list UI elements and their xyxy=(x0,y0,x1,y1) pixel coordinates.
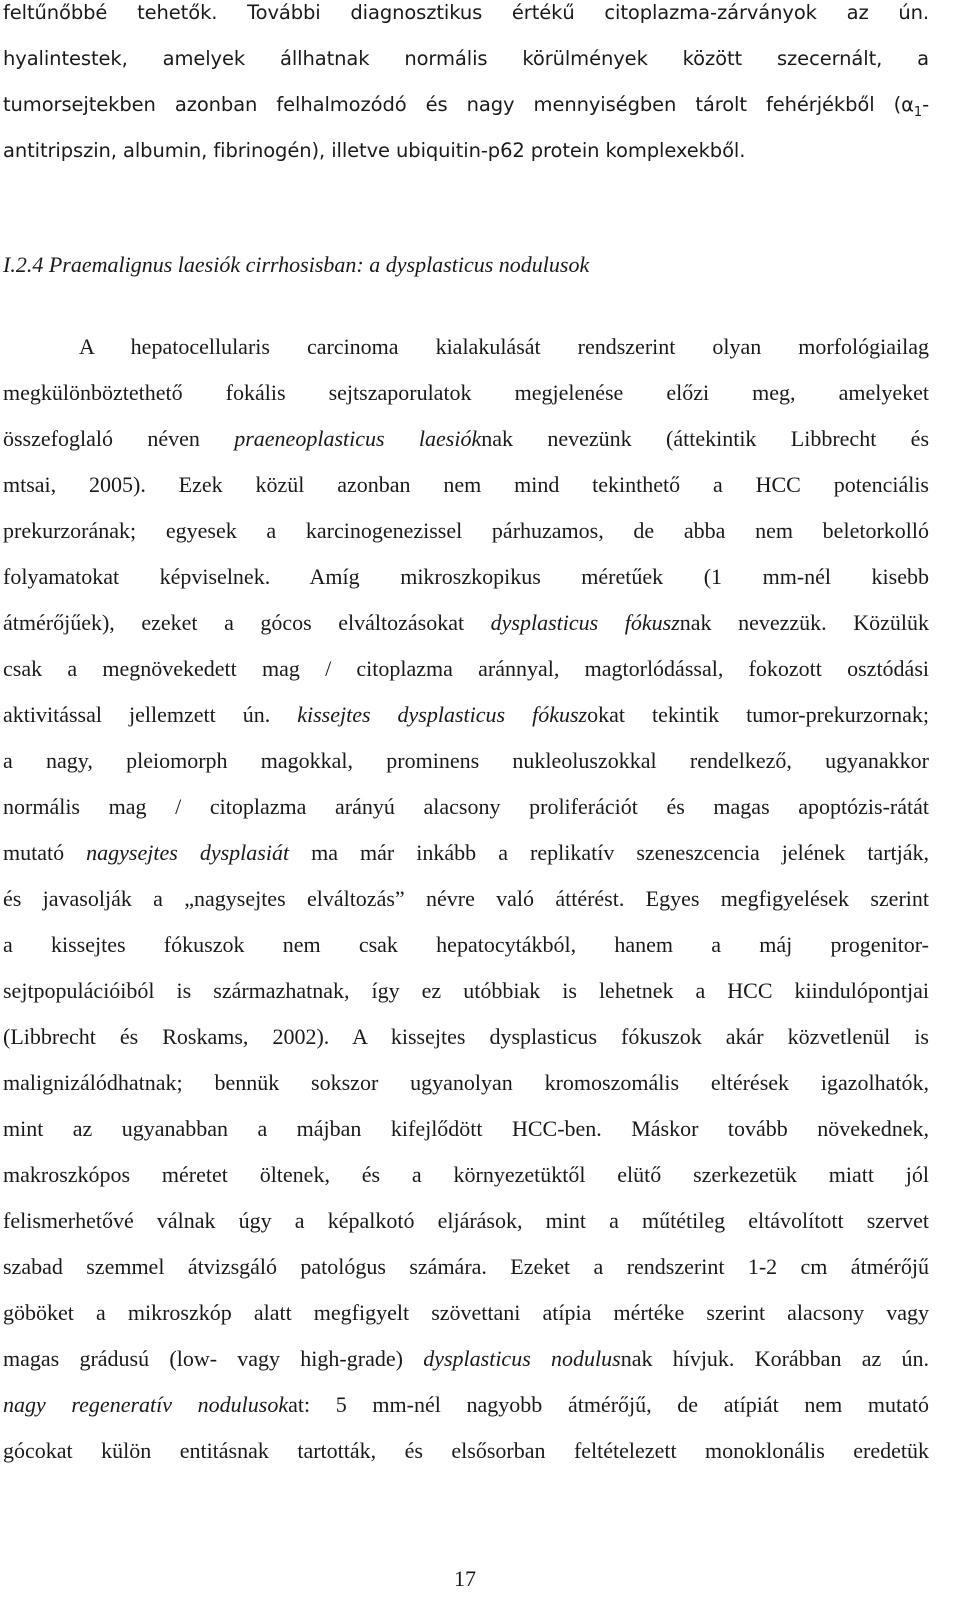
text-line: malignizálódhatnak; bennük sokszor ugyanolyan kromoszomális eltérések igazolhatók, xyxy=(3,1070,929,1095)
text-line: feltűnőbbé tehetők. További diagnosztikus értékű citoplazma-zárványok az ún. xyxy=(3,1,929,24)
text-line: magas grádusú (low- vagy high-grade) dysplasticus nodulusnak hívjuk. Korábban az ún. xyxy=(3,1346,929,1371)
text-line: tumorsejtekben azonban felhalmozódó és nagy mennyiségben tárolt fehérjékből ($\alpha_1-$ xyxy=(3,93,929,120)
text-line: normális mag / citoplazma arányú alacsony proliferációt és magas apoptózis-rátát xyxy=(3,794,929,819)
text-line: a kissejtes fókuszok nem csak hepatocytákból, hanem a máj progenitor- xyxy=(3,932,929,957)
page-number: 17 xyxy=(454,1566,476,1591)
text-line: sejtpopulációiból is származhatnak, így ez utóbbiak is lehetnek a HCC kiindulópontjai xyxy=(3,978,929,1003)
main-paragraph xyxy=(3,324,929,1474)
text-line: mutató nagysejtes dysplasiát ma már inkább a replikatív szeneszcencia jelének tartják, xyxy=(3,840,930,865)
text-line: felismerhetővé válnak úgy a képalkotó eljárások, mint a műtétileg eltávolított szervet xyxy=(3,1208,929,1233)
text-line: folyamatokat képviselnek. Amíg mikroszkopikus méretűek (1 mm-nél kisebb xyxy=(3,564,929,589)
text-line: összefoglaló néven praeneoplasticus laesióknak nevezünk (áttekintik Libbrecht és xyxy=(3,426,930,451)
text-line: makroszkópos méretet öltenek, és a környezetüktől elütő szerkezetük miatt jól xyxy=(3,1162,929,1187)
text-line: göböket a mikroszkóp alatt megfigyelt szövettani atípia mértéke szerint alacsony vagy xyxy=(3,1300,929,1325)
text-line: csak a megnövekedett mag / citoplazma aránnyal, magtorlódással, fokozott osztódási xyxy=(3,656,929,681)
text-line: A hepatocellularis carcinoma kialakulását rendszerint olyan morfológiailag xyxy=(79,334,929,359)
text-line: átmérőjűek), ezeket a gócos elváltozásokat dysplasticus fókusznak nevezzük. Közülük xyxy=(3,610,929,635)
text-line: mint az ugyanabban a májban kifejlődött HCC-ben. Máskor tovább növekednek, xyxy=(3,1116,929,1141)
text-line: hyalintestek, amelyek állhatnak normális körülmények között szecernált, a xyxy=(3,47,929,70)
text-line: megkülönböztethető fokális sejtszaporulatok megjelenése előzi meg, amelyeket xyxy=(3,380,929,405)
text-line: gócokat külön entitásnak tartották, és elsősorban feltételezett monoklonális eredetük xyxy=(3,1438,929,1463)
text-line: nagy regeneratív nodulusokat: 5 mm-nél nagyobb átmérőjű, de atípiát nem mutató xyxy=(3,1392,929,1417)
text-line: szabad szemmel átvizsgáló patológus számára. Ezeket a rendszerint 1-2 cm átmérőjű xyxy=(3,1254,929,1279)
previous-paragraph xyxy=(3,0,929,174)
subscript: 1 xyxy=(913,104,923,120)
text-line: antitripszin, albumin, fibrinogén), illetve ubiquitin-p62 protein komplexekből. xyxy=(3,139,746,162)
text-line: a nagy, pleiomorph magokkal, prominens nukleoluszokkal rendelkező, ugyanakkor xyxy=(3,748,929,773)
section-heading: I.2.4 Praemalignus laesiók cirrhosisban: a dysplasticus nodulusok xyxy=(3,252,590,277)
text-line: aktivitással jellemzett ún. kissejtes dysplasticus fókuszokat tekintik tumor-prekurzornak; xyxy=(3,702,930,727)
text-line: (Libbrecht és Roskams, 2002). A kissejtes dysplasticus fókuszok akár közvetlenül is xyxy=(3,1024,929,1049)
text-line: prekurzorának; egyesek a karcinogenezissel párhuzamos, de abba nem beletorkolló xyxy=(3,518,929,543)
text-line: mtsai, 2005). Ezek közül azonban nem mind tekinthető a HCC potenciális xyxy=(3,472,929,497)
text-line: és javasolják a „nagysejtes elváltozás” névre való áttérést. Egyes megfigyelések szerint xyxy=(3,886,929,911)
